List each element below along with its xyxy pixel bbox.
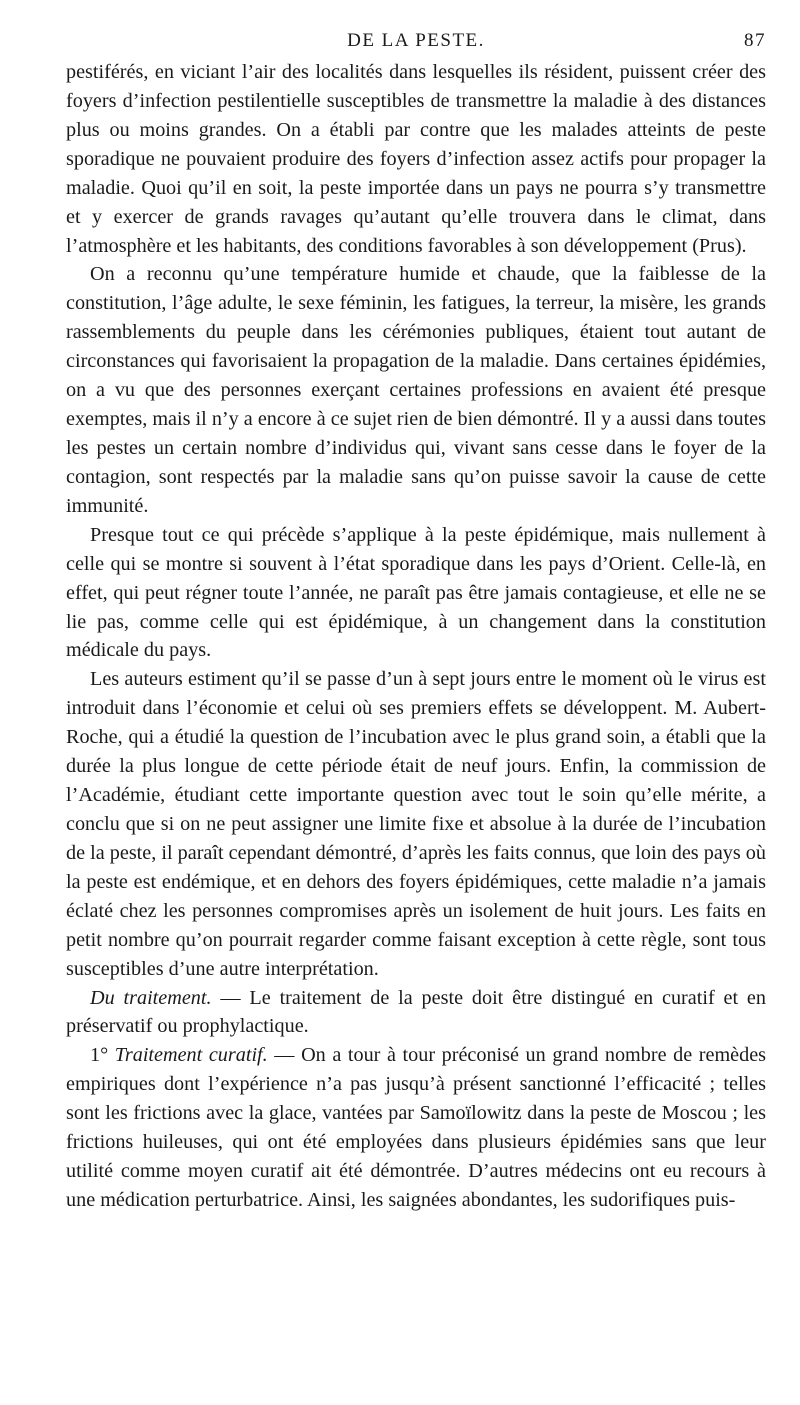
running-head: [66, 22, 766, 58]
paragraph-6: [66, 1041, 766, 1215]
section-heading-curatif: Traitement curatif.: [114, 1044, 268, 1067]
body-text: [66, 58, 766, 1215]
paragraph-1: pestiférés, en viciant l’air des localités dans lesquelles ils résident, puissent créer des foyers d’infection pestilentielle susceptibles de transmettre la maladie à des distances plus ou moins grandes. On a établi par contre que les malades atteints de peste sporadique ne pouvaient produire des foyers d’infection assez actifs pour propager la maladie. Quoi qu’il en soit, la peste importée dans un pays ne pourra s’y transmettre et y exercer de grands ravages qu’autant qu’elle trouvera dans le climat, dans l’atmosphère et les habitants, des conditions favorables à son développement (Prus).: [66, 61, 766, 257]
paragraph-5: [66, 984, 766, 1042]
paragraph-6-body: — On a tour à tour préconisé un grand nombre de remèdes empiriques dont l’expérience n’a pas jusqu’à présent sanctionné l’efficacité ; telles sont les frictions avec la glace, vantées par Samoïlowitz dans la peste de Moscou ; les frictions huileuses, qui ont été employées dans plusieurs épidémies sans que leur utilité comme moyen curatif ait été démontrée. D’autres médecins ont eu recours à une médication perturbatrice. Ainsi, les saignées abondantes, les sudorifiques puis-: [66, 1044, 767, 1211]
page-number: 87: [744, 30, 766, 51]
item-number: 1°: [90, 1044, 115, 1067]
book-page: [66, 22, 766, 1215]
paragraph-5-body: — Le traitement de la peste doit être distingué en curatif et en préservatif ou prophylactique.: [66, 986, 766, 1038]
paragraph-3: Presque tout ce qui précède s’applique à la peste épidémique, mais nullement à celle qui se montre si souvent à l’état sporadique dans les pays d’Orient. Celle-là, en effet, qui peut régner toute l’année, ne paraît pas être jamais contagieuse, et elle ne se lie pas, comme celle qui est épidémique, à un changement dans la constitution médicale du pays.: [66, 523, 766, 662]
running-title: DE LA PESTE.: [347, 30, 485, 51]
paragraph-4: Les auteurs estiment qu’il se passe d’un à sept jours entre le moment où le virus est introduit dans l’économie et celui où ses premiers effets se développent. M. Aubert-Roche, qui a étudié la question de l’incubation avec le plus grand soin, a établi que la durée la plus longue de cette période était de neuf jours. Enfin, la commission de l’Académie, étudiant cette importante question avec tout le soin qu’elle mérite, a conclu que si on ne peut assigner une limite fixe et absolue à la durée de l’incubation de la peste, il paraît cependant démontré, d’après les faits connus, que loin des pays où la peste est endémique, et en dehors des foyers épidémiques, cette maladie n’a jamais éclaté chez les personnes compromises après un isolement de huit jours. Les faits en petit nombre qu’on pourrait regarder comme faisant exception à cette règle, sont tous susceptibles d’une autre interprétation.: [66, 668, 766, 980]
paragraph-2: On a reconnu qu’une température humide et chaude, que la faiblesse de la constitution, l’âge adulte, le sexe féminin, les fatigues, la terreur, la misère, les grands rassemblements du peuple dans les cérémonies publiques, étaient tout autant de circonstances qui favorisaient la propagation de la maladie. Dans certaines épidémies, on a vu que des personnes exerçant certaines professions en avaient été presque exemptes, mais il n’y a encore à ce sujet rien de bien démontré. Il y a aussi dans toutes les pestes un certain nombre d’individus qui, vivant sans cesse dans le foyer de la contagion, sont respectés par la maladie sans qu’on puisse savoir la cause de cette immunité.: [66, 263, 766, 517]
section-heading-traitement: Du traitement.: [90, 986, 212, 1009]
